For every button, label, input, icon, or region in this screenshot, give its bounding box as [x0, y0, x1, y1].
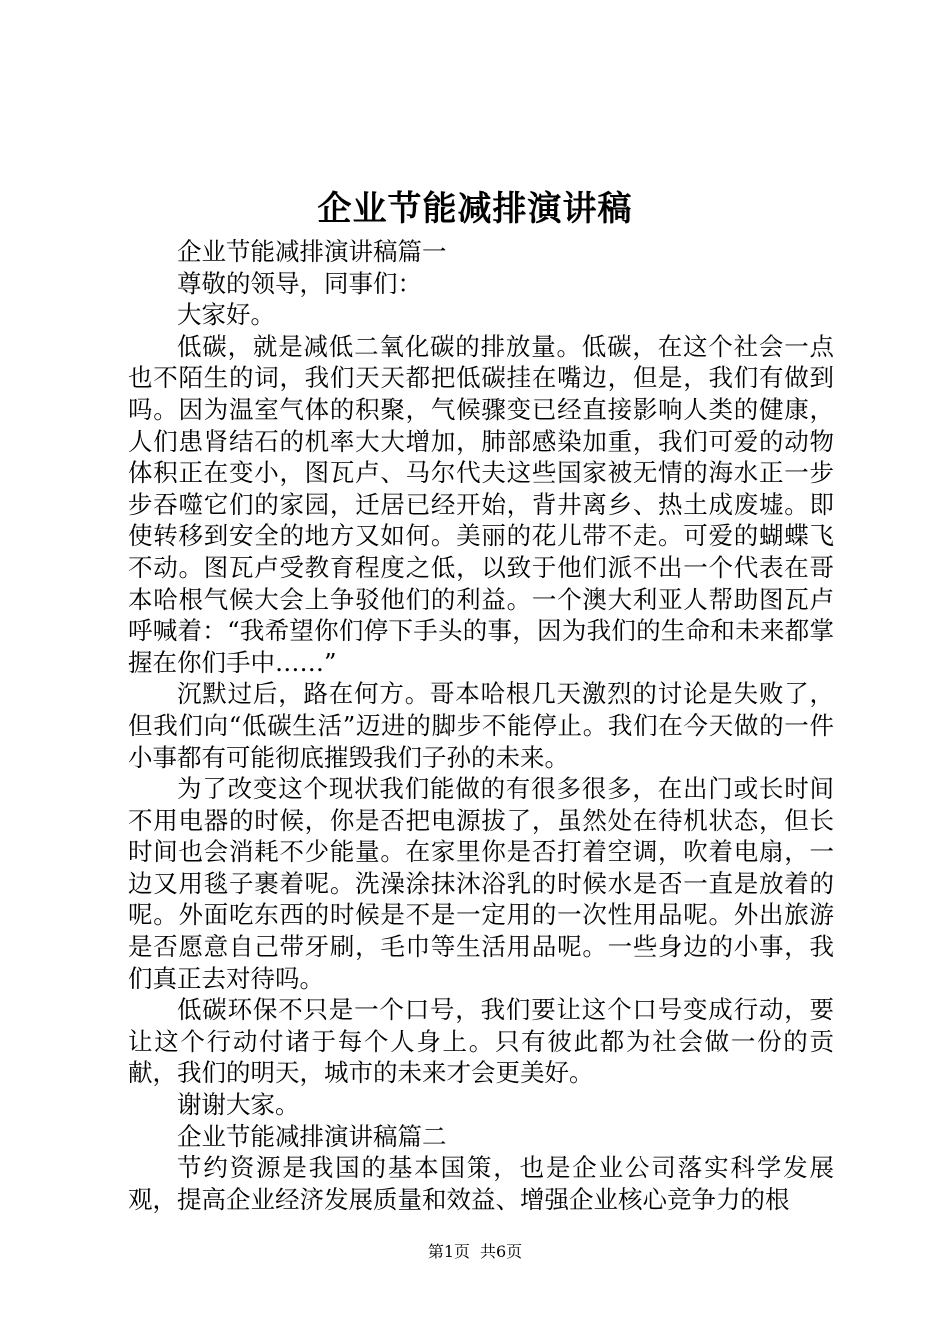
- paragraph: 低碳环保不只是一个口号，我们要让这个口号变成行动，要让这个行动付诸于每个人身上。只有彼此都为社会做一份的贡献，我们的明天，城市的未来才会更美好。: [128, 995, 834, 1088]
- salutation: 尊敬的领导，同事们：: [177, 268, 422, 298]
- paragraph: 为了改变这个现状我们能做的有很多很多，在出门或长时间不用电器的时候，你是否把电源拔了，虽然处在待机状态，但长时间也会消耗不少能量。在家里你是否打着空调，吹着电扇，一边又用毯子裹着呢。洗澡涂抹沐浴乳的时候水是否一直是放着的呢。外面吃东西的时候是不是一定用的一次性用品呢。外出旅游是否愿意自己带牙刷，毛巾等生活用品呢。一些身边的小事，我们真正去对待吗。: [128, 774, 834, 993]
- page-total: 共6页: [480, 1242, 523, 1261]
- document-title: 企业节能减排演讲稿: [317, 189, 633, 229]
- page-footer: [0, 1240, 950, 1264]
- closing: 谢谢大家。: [177, 1090, 300, 1120]
- paragraph: 沉默过后，路在何方。哥本哈根几天激烈的讨论是失败了，但我们向“低碳生活”迈进的脚步不能停止。我们在今天做的一件小事都有可能彻底摧毁我们子孙的未来。: [128, 679, 834, 772]
- section-heading-2: 企业节能减排演讲稿篇二: [177, 1121, 447, 1151]
- page-number: 第1页: [427, 1242, 470, 1261]
- greeting: 大家好。: [177, 300, 275, 330]
- paragraph: 低碳，就是减低二氧化碳的排放量。低碳，在这个社会一点也不陌生的词，我们天天都把低碳挂在嘴边，但是，我们有做到吗。因为温室气体的积聚，气候骤变已经直接影响人类的健康，人们患肾结石的机率大大增加，肺部感染加重，我们可爱的动物体积正在变小，图瓦卢、马尔代夫这些国家被无情的海水正一步步吞噬它们的家园，迁居已经开始，背井离乡、热土成废墟。即使转移到安全的地方又如何。美丽的花儿带不走。可爱的蝴蝶飞不动。图瓦卢受教育程度之低，以致于他们派不出一个代表在哥本哈根气候大会上争驳他们的利益。一个澳大利亚人帮助图瓦卢呼喊着：“我希望你们停下手头的事，因为我们的生命和未来都掌握在你们手中……”: [128, 331, 834, 677]
- section-heading-1: 企业节能减排演讲稿篇一: [177, 237, 447, 266]
- paragraph: 节约资源是我国的基本国策，也是企业公司落实科学发展观，提高企业经济发展质量和效益、增强企业核心竞争力的根: [128, 1153, 834, 1214]
- document-body: [128, 236, 834, 1215]
